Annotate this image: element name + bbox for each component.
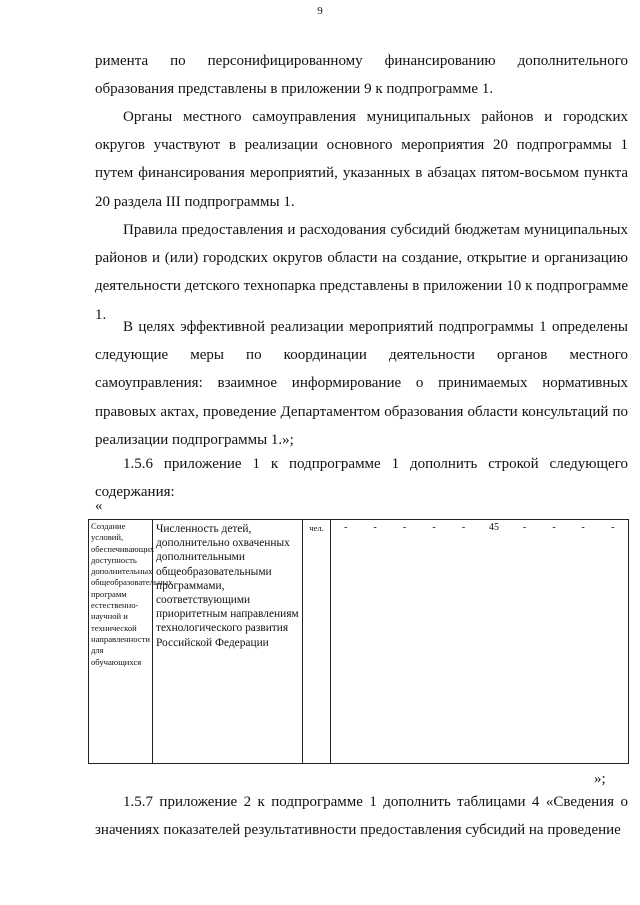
paragraph-1-5-7: 1.5.7 приложение 2 к подпрограмме 1 дополнить таблицами 4 «Сведения о значениях показателей результативности предоставления субсидий на проведение: [95, 794, 628, 839]
paragraph-continuation: римента по персонифицированному финансированию дополнительного образования представлены в приложении 9 к подпрограмме 1.: [95, 53, 628, 98]
task-cell: Создание условий, обеспечивающих доступность дополнительных общеобразовательных программ естественно-научной и технической направленности для обучающихся: [89, 520, 153, 764]
paragraph-1-5-6: 1.5.6 приложение 1 к подпрограмме 1 дополнить строкой следующего содержания:: [95, 456, 628, 501]
page-number: 9: [317, 5, 323, 17]
unit-cell: чел.: [303, 520, 331, 764]
opening-quote: «: [95, 498, 103, 514]
paragraph-coordination: В целях эффективной реализации мероприятий подпрограммы 1 определены следующие меры по координации деятельности органов местного самоуправления: взаимное информирование о принимаемых нормативных правовых актах, проведение Департаментом образования области консультаций по реализации подпрограммы 1.»;: [95, 319, 628, 448]
value-cell: -: [540, 520, 569, 764]
value-cell: -: [361, 520, 390, 764]
indicator-name-cell: Численность детей, дополнительно охваченных дополнительными общеобразовательными программами, соответствующими приоритетным направлениям технологического развития Российской Федерации: [153, 520, 303, 764]
table-row: [89, 520, 629, 764]
value-cell: -: [569, 520, 598, 764]
closing-quote: »;: [594, 771, 606, 787]
indicator-table: [88, 519, 629, 764]
paragraph-local-governments: Органы местного самоуправления муниципальных районов и городских округов участвуют в реализации основного мероприятия 20 подпрограммы 1 путем финансирования мероприятий, указанных в абзацах пятом-восьмом пункта 20 раздела III подпрограммы 1.: [95, 109, 628, 210]
value-cell: -: [420, 520, 449, 764]
value-cell: -: [331, 520, 361, 764]
paragraph-subsidy-rules: Правила предоставления и расходования субсидий бюджетам муниципальных районов и (или) городских округов области на создание, открытие и организацию деятельности детского технопарка представлены в приложении 10 к подпрограмме 1.: [95, 222, 628, 323]
value-cell: -: [449, 520, 479, 764]
value-cell: -: [390, 520, 420, 764]
value-cell: -: [598, 520, 629, 764]
value-cell: 45: [479, 520, 510, 764]
value-cell: -: [510, 520, 540, 764]
